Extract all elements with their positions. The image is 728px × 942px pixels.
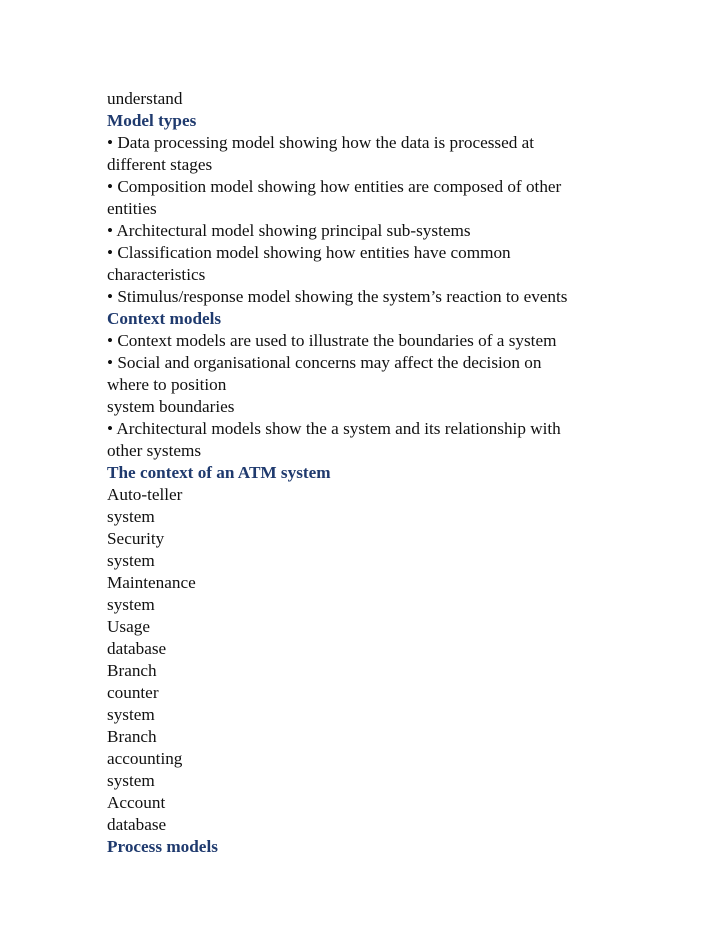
bullet-line: • Data processing model showing how the data is processed at — [107, 133, 535, 152]
body-line: Maintenance — [107, 573, 196, 592]
body-line: where to position — [107, 375, 227, 394]
body-line: other systems — [107, 441, 202, 460]
body-line: accounting — [107, 749, 183, 768]
bullet-line: • Architectural model showing principal sub-systems — [107, 221, 471, 240]
body-line: Auto-teller — [107, 485, 183, 504]
body-line: database — [107, 639, 167, 658]
section-heading-model-types: Model types — [107, 111, 197, 130]
bullet-line: • Composition model showing how entities are composed of other — [107, 177, 562, 196]
body-line: system — [107, 551, 155, 570]
document-page — [107, 88, 707, 858]
body-line: Usage — [107, 617, 150, 636]
body-line: system — [107, 595, 155, 614]
bullet-line: • Stimulus/response model showing the system’s reaction to events — [107, 287, 568, 306]
bullet-line: • Social and organisational concerns may affect the decision on — [107, 353, 542, 372]
body-line: Security — [107, 529, 165, 548]
body-line: understand — [107, 89, 183, 108]
bullet-line: • Architectural models show the a system and its relationship with — [107, 419, 561, 438]
body-line: counter — [107, 683, 159, 702]
bullet-line: • Classification model showing how entities have common — [107, 243, 511, 262]
body-line: entities — [107, 199, 157, 218]
body-line: database — [107, 815, 167, 834]
section-heading-process-models: Process models — [107, 837, 218, 856]
section-heading-context-models: Context models — [107, 309, 222, 328]
body-line: system — [107, 705, 155, 724]
section-heading-atm-context: The context of an ATM system — [107, 463, 331, 482]
body-line: system — [107, 771, 155, 790]
body-line: Account — [107, 793, 166, 812]
body-line: system boundaries — [107, 397, 235, 416]
body-line: characteristics — [107, 265, 206, 284]
body-line: Branch — [107, 661, 157, 680]
body-line: system — [107, 507, 155, 526]
body-line: Branch — [107, 727, 157, 746]
bullet-line: • Context models are used to illustrate the boundaries of a system — [107, 331, 557, 350]
body-line: different stages — [107, 155, 213, 174]
